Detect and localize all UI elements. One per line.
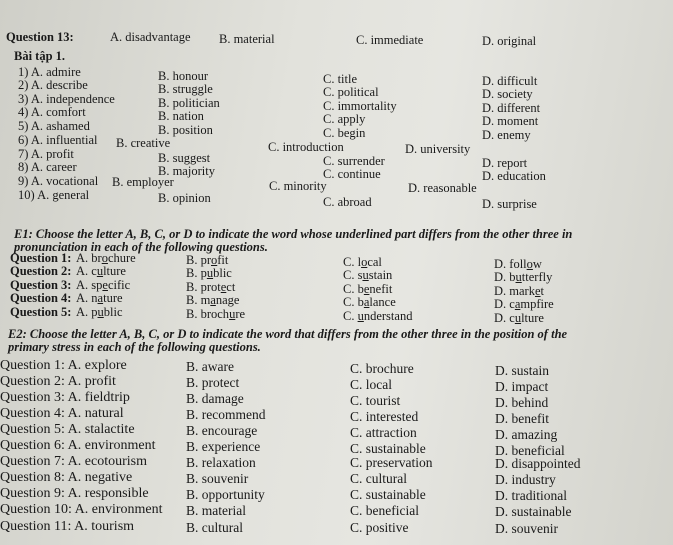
underlined-letter: e <box>220 280 227 294</box>
e2-question-5-option-d: D. amazing <box>495 427 558 442</box>
e2-question-7-option-d: D. disappointed <box>495 456 581 471</box>
e2-question-4-option-a: Question 4: A. natural <box>0 406 124 421</box>
e1-question-4-option-d: D. campfire <box>494 297 554 311</box>
e2-question-11-option-d: D. souvenir <box>495 521 558 536</box>
underlined-letter: u <box>515 270 522 284</box>
underlined-letter: u <box>229 307 236 321</box>
underlined-letter: a <box>363 295 370 309</box>
e2-question-1-option-c: C. brochure <box>350 361 414 376</box>
e1-question-4-option-a: A. nature <box>76 291 123 305</box>
q13-option-a: A. disadvantage <box>110 30 191 44</box>
e2-question-8-option-c: C. cultural <box>350 471 407 486</box>
e1-question-4-option-c: C. balance <box>343 295 396 309</box>
underlined-letter: u <box>357 309 364 323</box>
bai-tap-row-2-option-b: B. struggle <box>158 82 213 96</box>
underlined-letter: u <box>206 266 214 280</box>
e1-question-5-option-a: A. public <box>76 305 123 319</box>
bai-tap-row-4-option-c: C. apply <box>323 112 366 126</box>
bai-tap-row-8-option-d: D. education <box>482 169 546 183</box>
e1-question-1-option-c: C. local <box>343 255 382 269</box>
underlined-letter: e <box>534 284 541 298</box>
e2-question-2-option-b: B. protect <box>186 375 240 390</box>
e1-question-2-option-c: C. sustain <box>343 268 393 282</box>
e1-question-2-option-b: B. public <box>186 266 232 280</box>
e2-question-3-option-b: B. damage <box>186 391 244 406</box>
underlined-letter: a <box>97 291 104 305</box>
underlined-letter: e <box>102 278 108 292</box>
e2-question-8-option-d: D. industry <box>495 472 556 487</box>
e1-question-4-option-b: B. manage <box>186 293 240 307</box>
e2-question-6-option-c: C. sustainable <box>350 441 426 456</box>
q13-label: Question 13: <box>6 30 74 44</box>
e2-question-2-option-a: Question 2: A. profit <box>0 374 116 389</box>
e1-question-3-option-a: A. specific <box>76 278 131 292</box>
bai-tap-row-1-option-c: C. title <box>323 72 358 86</box>
underlined-letter: o <box>211 253 218 267</box>
bai-tap-row-4-option-b: B. nation <box>158 109 204 123</box>
underlined-letter: o <box>101 251 108 265</box>
bai-tap-row-10-option-a: 10) A. general <box>18 188 90 202</box>
e1-question-2-option-a: A. culture <box>76 264 126 278</box>
e1-question-3-option-d: D. market <box>494 284 545 298</box>
e2-question-10-option-c: C. beneficial <box>350 503 419 518</box>
bai-tap-row-7-option-c: C. surrender <box>323 154 385 168</box>
e1-question-1-option-a: A. brochure <box>76 251 136 265</box>
e2-question-1-option-a: Question 1: A. explore <box>0 358 127 373</box>
e2-question-5-option-c: C. attraction <box>350 425 417 440</box>
e2-question-3-option-c: C. tourist <box>350 393 401 408</box>
bai-tap-title: Bài tập 1. <box>14 49 66 63</box>
e2-question-8-option-b: B. souvenir <box>186 471 249 486</box>
underlined-letter: u <box>96 264 104 278</box>
e2-question-4-option-d: D. benefit <box>495 411 549 426</box>
e2-question-11-option-b: B. cultural <box>186 520 243 535</box>
bai-tap-row-10-option-b: B. opinion <box>158 191 211 205</box>
e2-question-4-option-c: C. interested <box>350 409 419 424</box>
e2-question-10-option-b: B. material <box>186 503 246 518</box>
e1-instruction-line1: E1: Choose the letter A, B, C, or D to indicate the word whose underlined part differs from the other three in <box>14 227 573 241</box>
e2-question-5-option-a: Question 5: A. stalactite <box>0 422 135 437</box>
bai-tap-row-6-option-b: B. creative <box>116 136 171 150</box>
e2-question-11-option-c: C. positive <box>350 520 409 535</box>
e1-question-1-option-d: D. follow <box>494 257 542 271</box>
e1-instruction-line2: pronunciation in each of the following questions. <box>14 240 268 254</box>
e2-question-6-option-d: D. beneficial <box>495 443 565 458</box>
bai-tap-row-3-option-a: 3) A. independence <box>18 92 115 106</box>
bai-tap-row-1-option-d: D. difficult <box>482 74 538 88</box>
bai-tap-row-10-option-d: D. surprise <box>482 197 537 211</box>
underlined-letter: o <box>361 255 368 269</box>
underlined-letter: a <box>210 293 216 307</box>
e1-question-5-label: Question 5: <box>10 305 72 319</box>
underlined-letter: u <box>97 305 104 319</box>
e2-question-3-option-a: Question 3: A. fieldtrip <box>0 390 130 405</box>
e1-question-3-label: Question 3: <box>10 278 72 292</box>
bai-tap-row-8-option-a: 8) A. career <box>18 160 77 174</box>
bai-tap-row-4-option-a: 4) A. comfort <box>18 105 86 119</box>
bai-tap-row-5-option-c: C. begin <box>323 126 366 140</box>
underlined-letter: o <box>526 257 533 271</box>
e1-question-3-option-b: B. protect <box>186 280 236 294</box>
e1-question-5-option-d: D. culture <box>494 311 544 325</box>
e2-question-7-option-a: Question 7: A. ecotourism <box>0 454 147 469</box>
e2-question-7-option-b: B. relaxation <box>186 455 256 470</box>
bai-tap-row-9-option-a: 9) A. vocational <box>18 174 99 188</box>
e1-question-3-option-c: C. benefit <box>343 282 393 296</box>
e2-question-1-option-b: B. aware <box>186 359 234 374</box>
bai-tap-row-2-option-c: C. political <box>323 85 379 99</box>
e2-instruction-line1: E2: Choose the letter A, B, C, or D to indicate the word that differs from the other three in the position of the <box>8 327 568 341</box>
bai-tap-row-2-option-d: D. society <box>482 87 533 101</box>
e2-question-5-option-b: B. encourage <box>186 423 258 438</box>
bai-tap-row-10-option-c: C. abroad <box>323 195 372 209</box>
e2-question-4-option-b: B. recommend <box>186 407 266 422</box>
e2-question-6-option-a: Question 6: A. environment <box>0 438 156 453</box>
underlined-letter: u <box>514 311 522 325</box>
e1-question-5-option-b: B. brochure <box>186 307 246 321</box>
e2-question-2-option-d: D. impact <box>495 379 549 394</box>
e2-instruction-line2: primary stress in each of the following questions. <box>8 340 261 354</box>
bai-tap-row-7-option-d: D. report <box>482 156 528 170</box>
e1-question-5-option-c: C. understand <box>343 309 413 323</box>
e2-question-1-option-d: D. sustain <box>495 363 549 378</box>
bai-tap-row-7-option-b: B. suggest <box>158 151 211 165</box>
e1-question-1-option-b: B. profit <box>186 253 229 267</box>
bai-tap-row-6-option-a: 6) A. influential <box>18 133 98 147</box>
e1-question-2-option-d: D. butterfly <box>494 270 553 284</box>
bai-tap-row-8-option-b: B. majority <box>158 164 215 178</box>
bai-tap-row-3-option-d: D. different <box>482 101 541 115</box>
bai-tap-row-3-option-b: B. politician <box>158 96 220 110</box>
underlined-letter: e <box>363 282 370 296</box>
bai-tap-row-9-option-b: B. employer <box>112 175 174 189</box>
e2-question-11-option-a: Question 11: A. tourism <box>0 519 135 534</box>
bai-tap-row-6-option-d: D. university <box>405 142 471 156</box>
e2-question-9-option-c: C. sustainable <box>350 487 426 502</box>
e2-question-10-option-d: D. sustainable <box>495 504 572 519</box>
e1-question-1-label: Question 1: <box>10 251 72 265</box>
q13-option-b: B. material <box>219 32 275 46</box>
q13-option-c: C. immediate <box>356 33 424 47</box>
bai-tap-row-9-option-c: C. minority <box>269 179 327 193</box>
e2-question-7-option-c: C. preservation <box>350 455 433 470</box>
bai-tap-row-6-option-c: C. introduction <box>268 140 344 154</box>
bai-tap-row-8-option-c: C. continue <box>323 167 381 181</box>
bai-tap-row-5-option-d: D. enemy <box>482 128 531 142</box>
e2-question-9-option-a: Question 9: A. responsible <box>0 486 149 501</box>
bai-tap-row-5-option-a: 5) A. ashamed <box>18 119 90 133</box>
e2-question-9-option-b: B. opportunity <box>186 487 265 502</box>
bai-tap-row-2-option-a: 2) A. describe <box>18 78 88 92</box>
e2-question-10-option-a: Question 10: A. environment <box>0 502 163 517</box>
e2-question-3-option-d: D. behind <box>495 395 549 410</box>
bai-tap-row-1-option-b: B. honour <box>158 69 208 83</box>
q13-option-d: D. original <box>482 34 537 48</box>
e2-question-8-option-a: Question 8: A. negative <box>0 470 133 485</box>
bai-tap-row-9-option-d: D. reasonable <box>408 181 477 195</box>
underlined-letter: a <box>514 297 521 311</box>
e2-question-9-option-d: D. traditional <box>495 488 567 503</box>
bai-tap-row-7-option-a: 7) A. profit <box>18 147 74 161</box>
bai-tap-row-1-option-a: 1) A. admire <box>18 65 81 79</box>
bai-tap-row-4-option-d: D. moment <box>482 114 539 128</box>
underlined-letter: u <box>362 268 369 282</box>
bai-tap-row-5-option-b: B. position <box>158 123 213 137</box>
bai-tap-row-3-option-c: C. immortality <box>323 99 397 113</box>
e1-question-4-label: Question 4: <box>10 291 72 305</box>
e1-question-2-label: Question 2: <box>10 264 72 278</box>
e2-question-6-option-b: B. experience <box>186 439 261 454</box>
e2-question-2-option-c: C. local <box>350 377 392 392</box>
